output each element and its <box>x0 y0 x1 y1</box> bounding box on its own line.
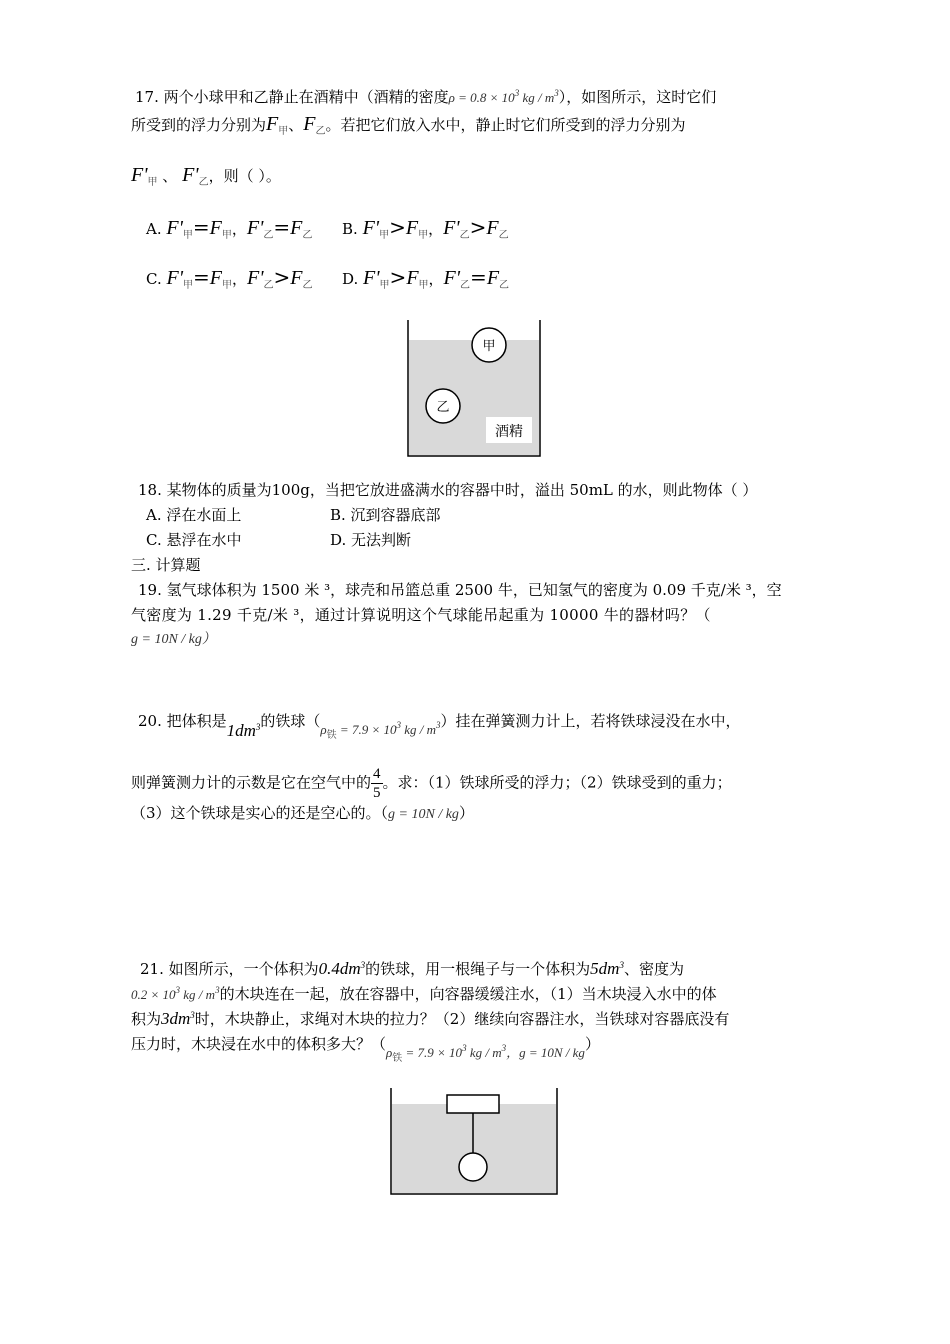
sep: 、 <box>162 167 178 185</box>
q17-option-c <box>146 267 312 296</box>
fp-yi: F' <box>182 164 199 186</box>
q17-density: ρ = 0.8 × 10 <box>448 90 515 105</box>
exp: 3 <box>396 720 401 730</box>
q21-line1 <box>140 955 684 979</box>
q20-volume: 1dm <box>226 721 256 740</box>
rho: ρ <box>386 1045 393 1060</box>
q17-figure <box>400 315 550 460</box>
rel: = <box>470 265 487 289</box>
sub: 乙 <box>459 230 470 241</box>
q19-line1: 19. 氢气球体积为 1500 米 ³，球壳和吊篮总重 2500 牛，已知氢气的密度为 0.09 千克/米 ³，空 <box>138 581 782 599</box>
sub: 甲 <box>182 230 193 241</box>
q17-option-d <box>342 267 509 296</box>
comma: ， <box>231 270 247 288</box>
numerator: 4 <box>373 766 381 782</box>
q20-part2: 的铁球（ <box>260 712 321 730</box>
q21-line3 <box>131 1005 729 1029</box>
f-jia: F <box>266 113 279 135</box>
exp: 3 <box>462 1043 467 1053</box>
q20-part1: 20. 把体积是 <box>138 712 227 730</box>
exp: 3 <box>501 1043 507 1053</box>
wood-block <box>447 1095 499 1113</box>
exp: 3 <box>255 722 261 732</box>
q18-option-b: B. 沉到容器底部 <box>330 506 441 524</box>
text: 时，木块静止，求绳对木块的拉力？（2）继续向容器注水，当铁球对容器底没有 <box>194 1010 730 1028</box>
fp: F' <box>247 267 264 289</box>
rel: > <box>389 265 407 289</box>
q17-option-b <box>342 217 509 246</box>
text: 21. 如图所示，一个体积为 <box>140 960 319 978</box>
text: 的木块连在一起，放在容器中，向容器缓缓注水，（1）当木块浸入水中的体 <box>219 985 717 1003</box>
q17-text: 17. 两个小球甲和乙静止在酒精中（酒精的密度 <box>135 88 449 106</box>
f: F <box>209 267 222 289</box>
sub: 甲 <box>221 230 232 241</box>
q18-option-c: C. 悬浮在水中 <box>146 531 242 549</box>
comma: ， <box>506 1045 520 1060</box>
sub: 乙 <box>263 230 274 241</box>
fp: F' <box>443 267 461 289</box>
rho-value: = 7.9 × 10 <box>336 722 397 737</box>
q21-line2 <box>131 980 717 1005</box>
exp: 3 <box>436 720 441 730</box>
sub: 乙 <box>460 280 471 291</box>
q20-line2a: 则弹簧测力计的示数是它在空气中的 <box>131 773 372 792</box>
q19-line3: g = 10N / kg） <box>131 632 216 647</box>
q20-part3: ）挂在弹簧测力计上，若将铁球浸没在水中， <box>440 712 741 730</box>
q18-stem: 18. 某物体的质量为100g，当把它放进盛满水的容器中时，溢出 50mL 的水，则此物体（ ） <box>138 481 758 499</box>
fp-jia: F' <box>131 164 148 186</box>
q21-figure <box>385 1085 565 1200</box>
v1: 0.4dm <box>318 959 361 978</box>
sub: 乙 <box>263 280 274 291</box>
q20-line3-end: ） <box>458 804 474 822</box>
label: B. <box>342 220 358 238</box>
rel: > <box>469 215 487 239</box>
q17-option-a <box>146 217 312 246</box>
sub: 甲 <box>418 230 429 241</box>
sep: 、 <box>288 116 304 134</box>
q21-line4 <box>131 1030 600 1064</box>
exp: 3 <box>175 985 181 995</box>
fraction <box>371 765 383 802</box>
fp: F' <box>362 217 380 239</box>
v3: 3dm <box>161 1009 191 1028</box>
sub-jia: 甲 <box>147 177 158 188</box>
exp: 3 <box>619 960 624 970</box>
comma: ， <box>428 220 444 238</box>
q17-line2-end: 。若把它们放入水中，静止时它们所受到的浮力分别为 <box>325 116 686 134</box>
sub-yi: 乙 <box>315 126 326 137</box>
q18-option-d: D. 无法判断 <box>330 531 412 549</box>
q17-density-exp: 3 <box>514 88 520 98</box>
section-heading: 三. 计算题 <box>131 556 201 574</box>
rel: > <box>273 265 291 289</box>
unit: kg / m <box>400 722 436 737</box>
sub-jia: 甲 <box>278 126 289 137</box>
sub: 甲 <box>379 280 390 291</box>
label: C. <box>146 270 162 288</box>
sub: 甲 <box>418 280 429 291</box>
q17-unit-exp: 3 <box>554 88 559 98</box>
g-value: g = 10N / kg <box>519 1045 585 1060</box>
exp: 3 <box>215 985 220 995</box>
value: = 7.9 × 10 <box>402 1045 463 1060</box>
exp: 3 <box>190 1010 195 1020</box>
f: F <box>209 217 222 239</box>
label: D. <box>342 270 359 288</box>
fp: F' <box>246 217 264 239</box>
f: F <box>405 217 419 239</box>
sub-tie: 铁 <box>392 1053 403 1064</box>
exp: 3 <box>360 960 366 970</box>
fp: F' <box>166 267 183 289</box>
v2: 5dm <box>590 959 620 978</box>
rel: = <box>273 215 291 239</box>
sub-tie: 铁 <box>326 730 337 741</box>
text: ） <box>584 1035 600 1053</box>
density: 0.2 × 10 <box>131 987 176 1002</box>
f-yi: F <box>303 113 316 135</box>
q20-line2 <box>131 765 732 802</box>
q17-line3-end: ，则（ ）。 <box>208 167 281 185</box>
rel: = <box>192 215 210 239</box>
sub: 甲 <box>221 280 232 291</box>
q19-line2: 气密度为 1.29 千克/米 ³，通过计算说明这个气球能吊起重为 10000 牛的器材吗？（ <box>131 606 711 624</box>
sub: 乙 <box>498 230 509 241</box>
text: 压力时，木块浸在水中的体积多大？（ <box>131 1035 387 1053</box>
text: 、密度为 <box>623 960 684 978</box>
rel: > <box>389 215 406 239</box>
sub: 甲 <box>379 230 390 241</box>
rel: = <box>193 265 210 289</box>
g-value: g = 10N / kg <box>388 807 459 822</box>
text: 的铁球，用一根绳子与一个体积为 <box>365 960 591 978</box>
sub: 乙 <box>302 280 313 291</box>
sub: 乙 <box>499 280 510 291</box>
sub: 甲 <box>183 280 193 291</box>
rho: ρ <box>320 722 327 737</box>
q18-option-a: A. 浮在水面上 <box>146 506 242 524</box>
f: F <box>486 267 500 289</box>
q17-line2-text: 所受到的浮力分别为 <box>131 116 267 134</box>
fp: F' <box>166 217 183 239</box>
comma: ， <box>231 220 247 238</box>
q17-line1-end: ），如图所示，这时它们 <box>558 88 717 106</box>
ball-yi-label: 乙 <box>436 400 450 415</box>
denominator: 5 <box>373 785 381 801</box>
unit: kg / m <box>180 987 216 1002</box>
f: F <box>290 267 303 289</box>
fp: F' <box>443 217 460 239</box>
q17-line3 <box>131 165 281 193</box>
q17-line1 <box>135 83 716 108</box>
q17-density-unit: kg / m <box>519 90 555 105</box>
q20-line2b: 。求：（1）铁球所受的浮力；（2）铁球受到的重力； <box>382 773 732 792</box>
iron-ball <box>459 1153 487 1181</box>
alcohol-label: 酒精 <box>495 424 523 440</box>
q17-line2 <box>131 114 685 142</box>
unit: kg / m <box>466 1045 502 1060</box>
q20-line1 <box>138 707 741 741</box>
comma: ， <box>428 270 444 288</box>
label: A. <box>146 220 162 238</box>
ball-jia-label: 甲 <box>482 339 496 354</box>
f: F <box>486 217 499 239</box>
sub-yi: 乙 <box>198 177 209 188</box>
sub: 乙 <box>302 230 313 241</box>
text: 积为 <box>131 1010 162 1028</box>
q20-line3: （3）这个铁球是实心的还是空心的。（ <box>131 804 389 822</box>
f: F <box>290 217 303 239</box>
fp: F' <box>363 267 380 289</box>
q20-line3 <box>131 803 474 825</box>
f: F <box>406 267 419 289</box>
